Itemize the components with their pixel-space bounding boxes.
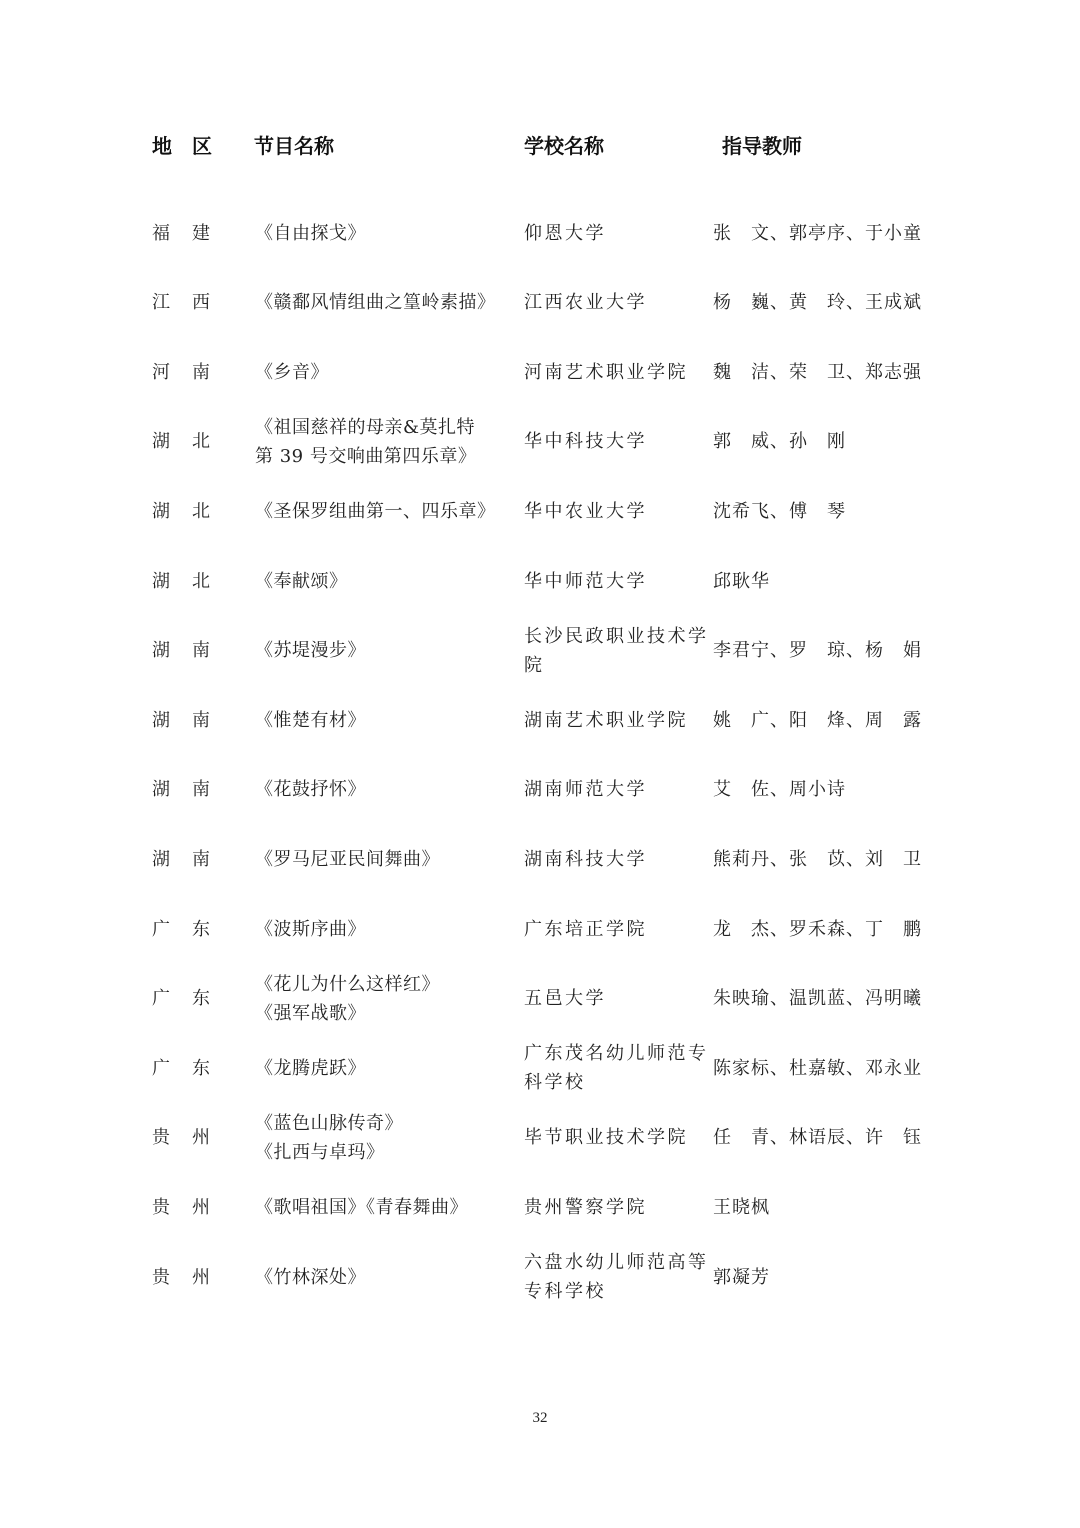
- program-cell: [255, 268, 520, 338]
- teacher-cell: 任 青、林语辰、许 钰: [713, 1127, 922, 1149]
- region-cell: 湖 南: [152, 848, 212, 870]
- teacher-cell: 王晓枫: [713, 1196, 770, 1218]
- header-teacher: 指导教师: [722, 134, 802, 158]
- region-cell: 广 东: [152, 918, 212, 940]
- program-cell: [255, 1242, 520, 1312]
- table-row: [0, 1242, 1080, 1312]
- table-row: [0, 964, 1080, 1034]
- school-cell: 五邑大学: [524, 988, 606, 1010]
- teacher-cell: 郭 威、孙 刚: [713, 431, 846, 453]
- region-cell: 湖 南: [152, 779, 212, 801]
- program-cell: [255, 824, 520, 894]
- school-cell: 湖南师范大学: [524, 779, 647, 801]
- teacher-cell: 朱映瑜、温凯蓝、冯明曦: [713, 988, 922, 1010]
- school-cell: 毕节职业技术学院: [524, 1127, 688, 1149]
- program-cell: [255, 685, 520, 755]
- teacher-cell: 郭凝芳: [713, 1266, 770, 1288]
- program-line: 第 39 号交响曲第四乐章》: [255, 445, 477, 467]
- program-line: 《罗马尼亚民间舞曲》: [255, 848, 440, 870]
- program-cell: [255, 337, 520, 407]
- region-cell: 广 东: [152, 988, 212, 1010]
- table-row: [0, 337, 1080, 407]
- region-cell: 福 建: [152, 222, 212, 244]
- program-line: 《赣鄱风情组曲之篁岭素描》: [255, 292, 496, 314]
- region-cell: 贵 州: [152, 1127, 212, 1149]
- program-line: 《波斯序曲》: [255, 918, 366, 940]
- page-number: 32: [532, 1410, 548, 1426]
- region-cell: 湖 北: [152, 500, 212, 522]
- region-cell: 河 南: [152, 361, 212, 383]
- school-cell: 华中农业大学: [524, 500, 647, 522]
- teacher-cell: 沈希飞、傅 琴: [713, 500, 846, 522]
- program-line: 《蓝色山脉传奇》: [255, 1112, 403, 1134]
- table-row: [0, 616, 1080, 686]
- program-line: 《扎西与卓玛》: [255, 1141, 385, 1163]
- program-cell: [255, 616, 520, 686]
- program-cell: [255, 755, 520, 825]
- school-cell: 长沙民政职业技术学院: [524, 625, 709, 676]
- program-line: 《强军战歌》: [255, 1002, 366, 1024]
- table-row: [0, 268, 1080, 338]
- school-cell: 华中科技大学: [524, 431, 647, 453]
- program-line: 《竹林深处》: [255, 1266, 366, 1288]
- region-cell: 贵 州: [152, 1266, 212, 1288]
- header-school: 学校名称: [524, 134, 604, 158]
- program-cell: [255, 1103, 520, 1173]
- table-row: [0, 755, 1080, 825]
- region-cell: 贵 州: [152, 1196, 212, 1218]
- school-cell: 河南艺术职业学院: [524, 361, 688, 383]
- region-cell: 江 西: [152, 292, 212, 314]
- region-cell: 湖 南: [152, 640, 212, 662]
- table-row: [0, 685, 1080, 755]
- table-row: [0, 1103, 1080, 1173]
- program-line: 《苏堤漫步》: [255, 640, 366, 662]
- table-row: [0, 824, 1080, 894]
- school-cell: 湖南艺术职业学院: [524, 709, 688, 731]
- header-region: 地 区: [152, 134, 212, 158]
- teacher-cell: 姚 广、阳 烽、周 露: [713, 709, 922, 731]
- school-cell: 六盘水幼儿师范高等专科学校: [524, 1252, 709, 1302]
- school-cell: 贵州警察学院: [524, 1196, 647, 1218]
- program-line: 《歌唱祖国》《青春舞曲》: [255, 1196, 468, 1218]
- program-cell: [255, 198, 520, 268]
- table-row: [0, 1033, 1080, 1103]
- region-cell: 湖 北: [152, 431, 212, 453]
- teacher-cell: 张 文、郭亭序、于小童: [713, 222, 922, 244]
- teacher-cell: 龙 杰、罗禾森、丁 鹏: [713, 918, 922, 940]
- program-line: 《自由探戈》: [255, 222, 366, 244]
- program-line: 《祖国慈祥的母亲&莫扎特: [255, 416, 476, 438]
- table-row: [0, 546, 1080, 616]
- program-line: 《奉献颂》: [255, 570, 348, 592]
- program-cell: [255, 1033, 520, 1103]
- teacher-cell: 李君宁、罗 琼、杨 娟: [713, 640, 922, 662]
- program-line: 《龙腾虎跃》: [255, 1057, 366, 1079]
- teacher-cell: 陈家标、杜嘉敏、邓永业: [713, 1057, 922, 1079]
- school-cell: 华中师范大学: [524, 570, 647, 592]
- region-cell: 湖 南: [152, 709, 212, 731]
- teacher-cell: 魏 洁、荣 卫、郑志强: [713, 361, 922, 383]
- table-row: [0, 407, 1080, 477]
- region-cell: 湖 北: [152, 570, 212, 592]
- program-cell: [255, 546, 520, 616]
- table-row: [0, 894, 1080, 964]
- region-cell: 广 东: [152, 1057, 212, 1079]
- program-line: 《乡音》: [255, 361, 329, 383]
- school-cell: 仰恩大学: [524, 222, 606, 244]
- program-line: 《花儿为什么这样红》: [255, 973, 440, 995]
- table-row: [0, 476, 1080, 546]
- program-line: 《惟楚有材》: [255, 709, 366, 731]
- program-line: 《圣保罗组曲第一、四乐章》: [255, 500, 496, 522]
- program-line: 《花鼓抒怀》: [255, 779, 366, 801]
- program-cell: [255, 894, 520, 964]
- header-program: 节目名称: [254, 134, 334, 158]
- table-row: [0, 1172, 1080, 1242]
- teacher-cell: 杨 巍、黄 玲、王成斌: [713, 292, 922, 314]
- teacher-cell: 熊莉丹、张 苡、刘 卫: [713, 848, 922, 870]
- school-cell: 湖南科技大学: [524, 848, 647, 870]
- school-cell: 江西农业大学: [524, 292, 647, 314]
- program-cell: [255, 964, 520, 1034]
- teacher-cell: 艾 佐、周小诗: [713, 779, 846, 801]
- school-cell: 广东茂名幼儿师范专科学校: [524, 1043, 709, 1094]
- school-cell: 广东培正学院: [524, 918, 647, 940]
- program-cell: [255, 1172, 520, 1242]
- program-cell: [255, 476, 520, 546]
- table-row: [0, 198, 1080, 268]
- teacher-cell: 邱耿华: [713, 570, 770, 592]
- program-cell: [255, 407, 520, 477]
